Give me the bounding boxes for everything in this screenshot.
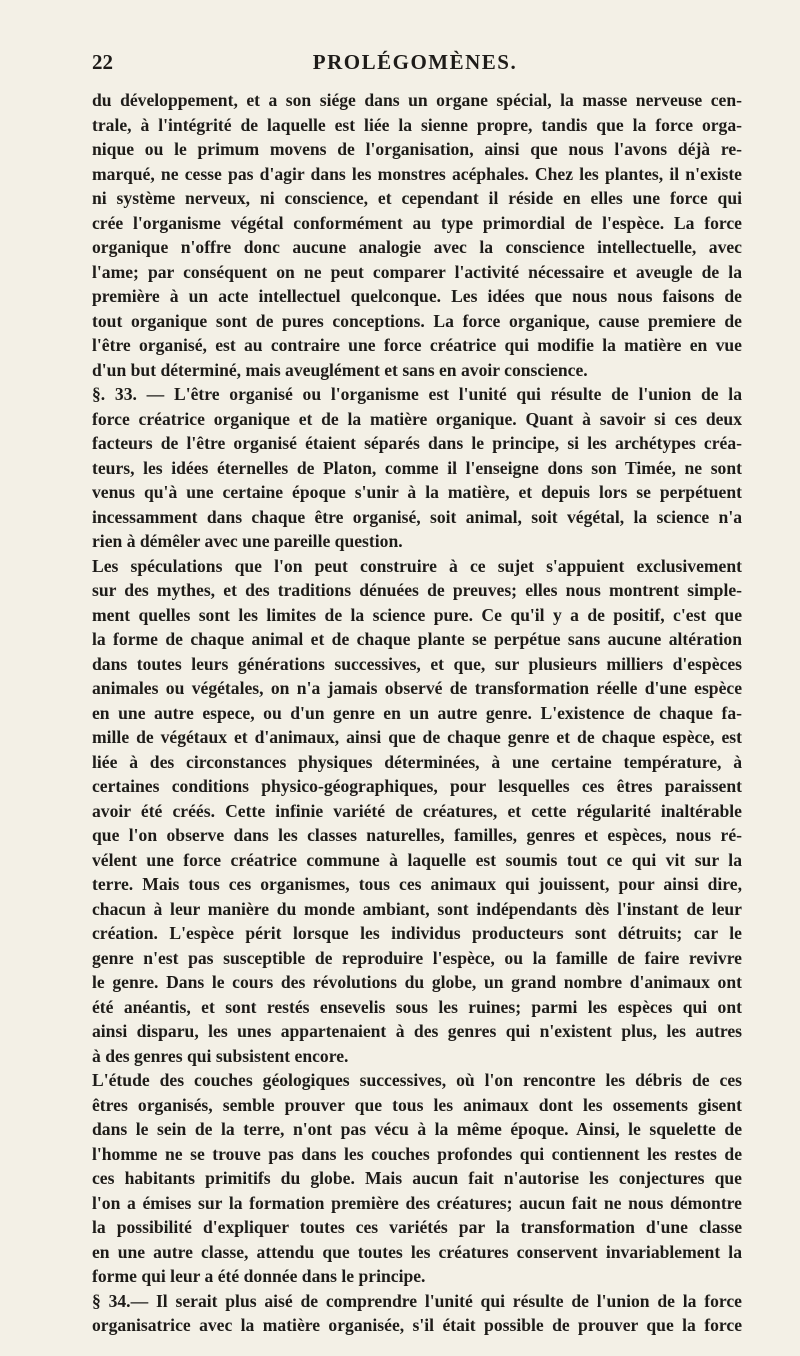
text-line: Les spéculations que l'on peut construire à ce sujet s'appuient exclusivement [92,555,742,576]
text-line: incessamment dans chaque être organisé, soit animal, soit végétal, la science n'a [92,506,742,527]
text-line: venus qu'à une certaine époque s'unir à la matière, et depuis lors se perpétuent [92,482,742,502]
text-line: § 34.— Il serait plus aisé de comprendre l'unité qui résulte de l'union de la force [92,1290,742,1311]
text-line: §. 33. — L'être organisé ou l'organisme est l'unité qui résulte de l'union de la [92,384,742,404]
text-line: certaines conditions physico-géographiques, pour lesquelles ces êtres paraissent [92,776,742,796]
text-line: organisatrice avec la matière organisée, s'il était possible de prouver que la force [92,1315,742,1335]
text-line: en une autre espece, ou d'un genre en un autre genre. L'existence de chaque fa- [92,702,742,723]
text-line: trale, à l'intégrité de laquelle est liée la sienne propre, tandis que la force orga- [92,114,742,135]
running-title: PROLÉGOMÈNES. [312,50,518,74]
text-line: dans le sein de la terre, n'ont pas vécu à la même époque. Ainsi, le squelette de [92,1119,742,1139]
text-line: organique n'offre donc aucune analogie avec la conscience intellectuelle, avec [92,237,742,257]
text-line: que l'on observe dans les classes naturelles, familles, genres et espèces, nous ré- [92,825,742,845]
text-line: marqué, ne cesse pas d'agir dans les monstres acéphales. Chez les plantes, il n'existe [92,163,742,184]
text-line: l'on a émises sur la formation première des créatures; aucun fait ne nous démontre [92,1192,742,1213]
text-line: l'être organisé, est au contraire une force créatrice qui modifie la matière en vue [92,335,742,355]
text-line: en une autre classe, attendu que toutes les créatures conservent invariablement la [92,1241,742,1262]
text-line: genre n'est pas susceptible de reproduire l'espèce, ou la famille de faire revivre [92,947,742,968]
text-line: la forme de chaque animal et de chaque plante se perpétue sans aucune altération [92,629,742,649]
text-line: première à un acte intellectuel quelconque. Les idées que nous nous faisons de [92,286,742,306]
text-line: ces habitants primitifs du globe. Mais aucun fait n'autorise les conjectures que [92,1168,742,1188]
text-line: du développement, et a son siége dans un organe spécial, la masse nerveuse cen- [92,90,742,110]
text-line: liée à des circonstances physiques déterminées, à une certaine température, à [92,751,742,772]
text-line: L'étude des couches géologiques successives, où l'on rencontre les débris de ces [92,1070,742,1090]
text-line: chacun à leur manière du monde ambiant, sont indépendants dès l'instant de leur [92,898,742,919]
text-line: nique ou le primum movens de l'organisation, ainsi que nous l'avons déjà re- [92,139,742,159]
text-line: rien à démêler avec une pareille question. [92,531,403,551]
page-number: 22 [92,50,113,74]
text-line: terre. Mais tous ces organismes, tous ces animaux qui jouissent, pour ainsi dire, [92,874,742,894]
text-line: forme qui leur a été donnée dans le principe. [92,1266,426,1286]
text-line: force créatrice organique et de la matière organique. Quant à savoir si ces deux [92,408,742,429]
text-line: ainsi disparu, les unes appartenaient à des genres qui n'existent plus, les autres [92,1021,742,1041]
body-text [92,88,742,1338]
text-line: teurs, les idées éternelles de Platon, comme il l'enseigne dons son Timée, ne sont [92,457,742,478]
text-line: été anéantis, et sont restés ensevelis sous les ruines; parmi les espèces qui ont [92,996,742,1017]
text-line: la possibilité d'expliquer toutes ces variétés par la transformation d'une classe [92,1217,742,1237]
text-line: sur des mythes, et des traditions dénuées de preuves; elles nous montrent simple- [92,580,742,600]
text-line: le genre. Dans le cours des révolutions du globe, un grand nombre d'animaux ont [92,972,742,992]
text-line: l'ame; par conséquent on ne peut comparer l'activité nécessaire et aveugle de la [92,261,742,282]
text-line: ment quelles sont les limites de la science pure. Ce qu'il y a de positif, c'est que [92,604,742,625]
text-line: mille de végétaux et d'animaux, ainsi que de chaque genre et de chaque espèce, est [92,727,742,747]
text-line: facteurs de l'être organisé étaient séparés dans le principe, si les archétypes créa- [92,433,742,453]
text-line: vélent une force créatrice commune à laquelle est soumis tout ce qui vit sur la [92,849,742,870]
text-line: à des genres qui subsistent encore. [92,1045,349,1066]
text-line: d'un but déterminé, mais aveuglément et sans en avoir conscience. [92,359,588,380]
text-line: dans toutes leurs générations successives, et que, sur plusieurs milliers d'espèces [92,653,742,674]
text-line: êtres organisés, semble prouver que tous les animaux dont les ossements gisent [92,1094,742,1115]
text-line: animales ou végétales, on n'a jamais observé de transformation réelle d'une espèce [92,678,742,698]
text-line: création. L'espèce périt lorsque les individus producteurs sont détruits; car le [92,923,742,943]
text-line: avoir été créés. Cette infinie variété de créatures, et cette régularité inaltérable [92,800,742,821]
text-line: l'homme ne se trouve pas dans les couches profondes qui contiennent les restes de [92,1143,742,1164]
page-header [92,50,738,82]
text-line: ni système nerveux, ni conscience, et cependant il réside en elles une force qui [92,188,742,208]
text-line: tout organique sont de pures conceptions. La force organique, cause premiere de [92,310,742,331]
text-line: crée l'organisme végétal conformément au type primordial de l'espèce. La force [92,212,742,233]
